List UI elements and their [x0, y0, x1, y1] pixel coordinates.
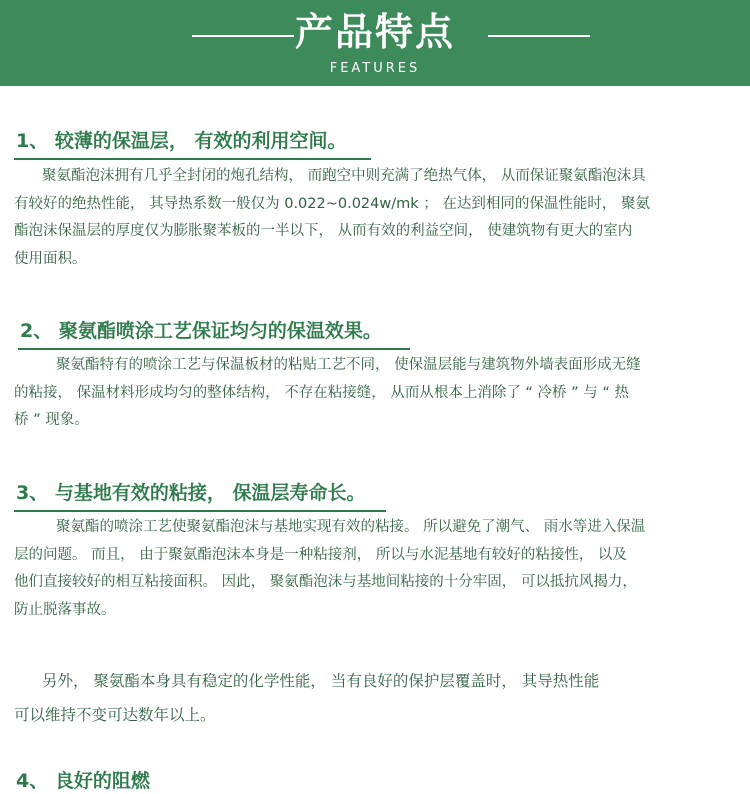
paragraph-line: 可以维持不变可达数年以上。 [14, 706, 216, 724]
paragraph-line: 酯泡沫保温层的厚度仅为膨胀聚苯板的一半以下， 从而有效的利益空间， 使建筑物有更大的室内 [14, 223, 633, 239]
section-2-underline [18, 348, 410, 350]
section-3-paragraph [14, 514, 736, 624]
paragraph-line: 他们直接较好的相互粘接面积。 因此， 聚氨酯泡沫与基地间粘接的十分牢固， 可以抵抗风揭力， [14, 574, 637, 590]
section-1-underline [14, 158, 371, 160]
paragraph-line: 有较好的绝热性能， 其导热系数一般仅为 0.022~0.024w/mk ； 在达到相同的保温性能时， 聚氨 [14, 195, 650, 212]
paragraph-line: 层的问题。 而且， 由于聚氨酯泡沫本身是一种粘接剂， 所以与水泥基地有较好的粘接性， 以及 [14, 546, 627, 563]
section-1-heading: 1、 较薄的保温层， 有效的利用空间。 [16, 130, 347, 152]
page-title: 产品特点 [294, 10, 455, 54]
paragraph-line: 聚氨酯泡沫拥有几乎全封闭的炮孔结构， 而跑空中则充满了绝热气体， 从而保证聚氨酯泡沫具 [42, 168, 646, 184]
section-4-heading: 4、 良好的阻燃 [16, 770, 150, 792]
section-3-underline [14, 510, 386, 512]
paragraph-line: 聚氨酯特有的喷涂工艺与保温板材的粘贴工艺不同， 使保温层能与建筑物外墙表面形成无缝 [56, 357, 641, 373]
paragraph-line: 另外， 聚氨酯本身具有稳定的化学性能， 当有良好的保护层覆盖时， 其导热性能 [42, 672, 600, 690]
paragraph-line: 聚氨酯的喷涂工艺使聚氨酯泡沫与基地实现有效的粘接。 所以避免了潮气、 雨水等进入保温 [56, 519, 646, 535]
paragraph-line: 桥 ” 现象。 [14, 412, 89, 428]
section-1-paragraph [14, 163, 736, 273]
paragraph-line: 使用面积。 [14, 250, 87, 267]
additional-note [14, 664, 736, 732]
section-3-heading: 3、 与基地有效的粘接， 保温层寿命长。 [16, 482, 366, 504]
section-2-heading: 2、 聚氨酯喷涂工艺保证均匀的保温效果。 [20, 320, 382, 342]
paragraph-line: 的粘接， 保温材料形成均匀的整体结构， 不存在粘接缝， 从而从根本上消除了 “ 冷桥 ” 与 “ 热 [14, 384, 630, 401]
section-2-paragraph [14, 352, 736, 435]
features-banner [0, 0, 750, 86]
paragraph-line: 防止脱落事故。 [14, 601, 116, 618]
page-subtitle: FEATURES [329, 61, 421, 76]
